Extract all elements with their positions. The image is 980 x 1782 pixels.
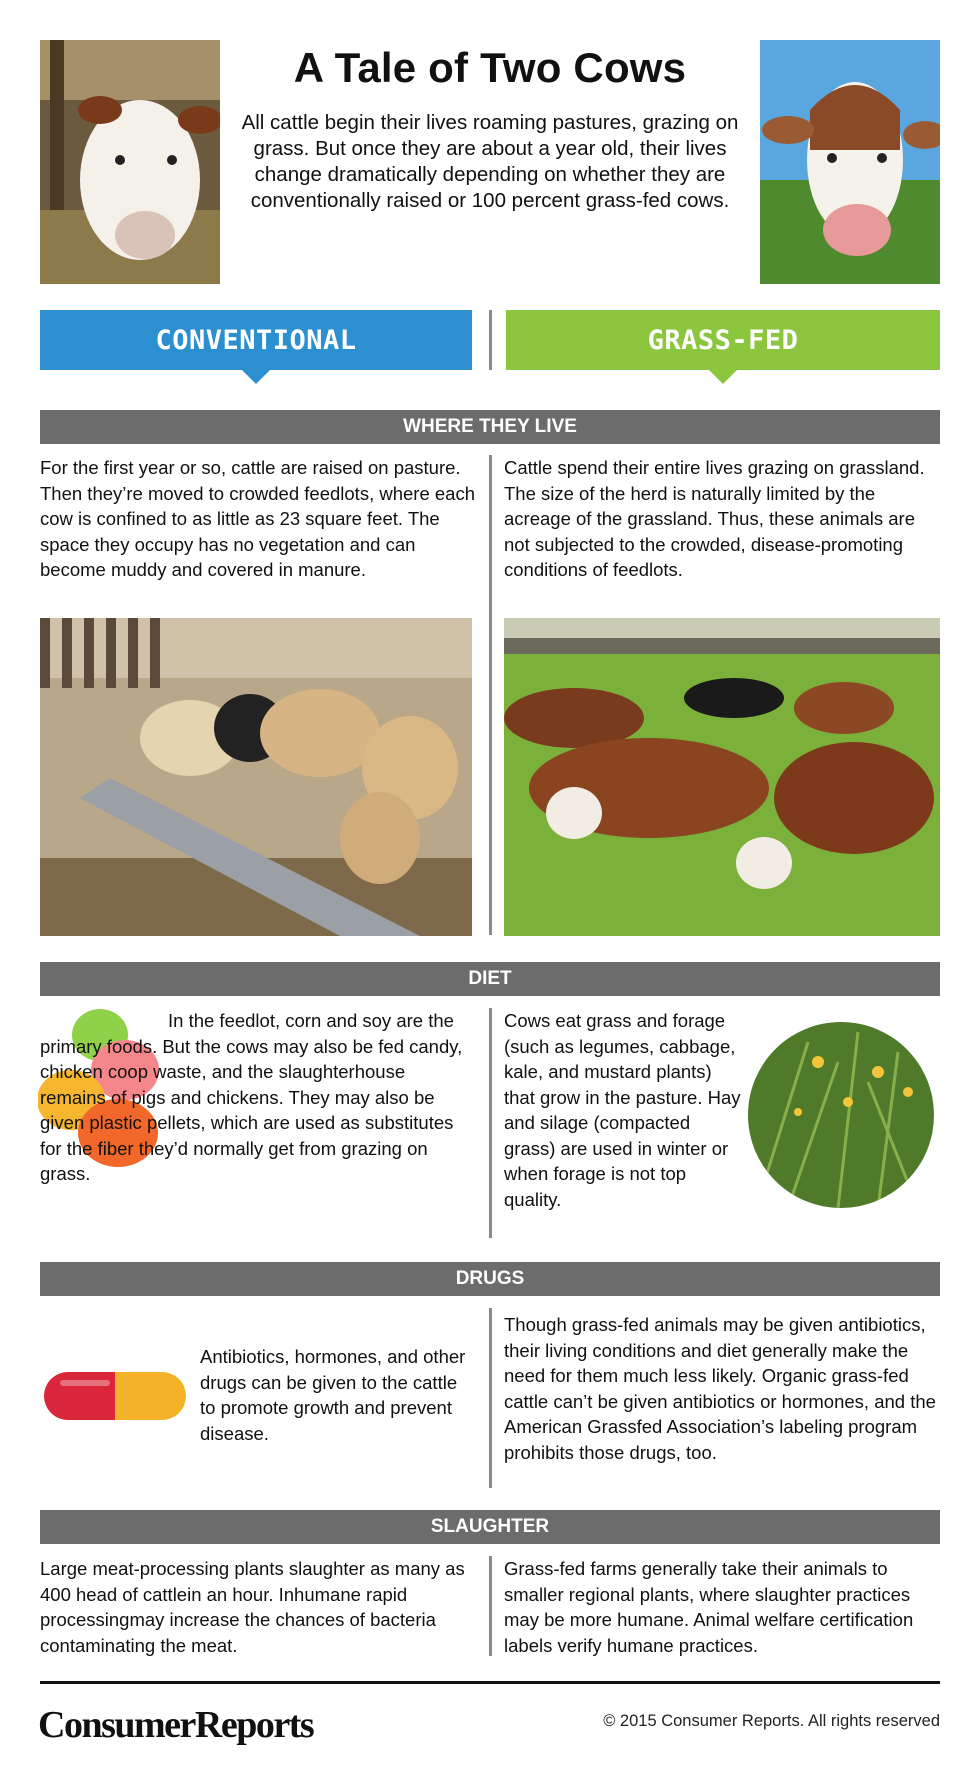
tab-conventional-label: CONVENTIONAL	[155, 324, 357, 356]
slaughter-conventional-text: Large meat-processing plants slaughter as many as 400 head of cattlein an hour. Inhumane rapid processingmay increase the chances of bacteria contaminating the meat.	[40, 1558, 465, 1656]
column-divider	[489, 1308, 492, 1488]
section-heading-slaughter: SLAUGHTER	[40, 1510, 940, 1544]
section-heading-where-they-live: WHERE THEY LIVE	[40, 410, 940, 444]
pasture-cow-photo	[760, 40, 940, 284]
section-heading-diet: DIET	[40, 962, 940, 996]
tab-grassfed-label: GRASS-FED	[647, 324, 799, 356]
live-conventional-text: For the first year or so, cattle are raised on pasture. Then they’re moved to crowded feedlots, where each cow is confined to as little as 23 square feet. The space they occupy has no vegetation and can become muddy and covered in manure.	[40, 457, 475, 580]
tab-conventional	[40, 310, 472, 370]
intro-text: All cattle begin their lives roaming pastures, grazing on grass. But once they are about a year old, their lives change dramatically depending on whether they are conventionally raised or 100 percent grass-fed cows.	[241, 111, 739, 212]
footer-divider	[40, 1681, 940, 1684]
live-grassfed-text: Cattle spend their entire lives grazing on grassland. The size of the herd is naturally limited by the acreage of the grassland. Thus, these animals are not subjected to the crowded, disease-promoting conditions of feedlots.	[504, 457, 925, 580]
column-divider	[489, 455, 492, 935]
drugs-conventional-text: Antibiotics, hormones, and other drugs can be given to the cattle to promote growth and prevent disease.	[200, 1346, 466, 1444]
slaughter-grassfed-text: Grass-fed farms generally take their animals to smaller regional plants, where slaughter practices may be more humane. Animal welfare certification labels verify humane practices.	[504, 1558, 914, 1656]
forage-plants-photo	[748, 1022, 934, 1208]
section-heading-drugs: DRUGS	[40, 1262, 940, 1296]
tab-conventional-pointer	[242, 370, 270, 384]
pill-capsule-icon	[40, 1368, 190, 1424]
drugs-grassfed-text: Though grass-fed animals may be given antibiotics, their living conditions and diet generally make the need for them much less likely. Organic grass-fed cattle can’t be given antibiotics or hormones, and the American Grassfed Association’s labeling program prohibits those drugs, too.	[504, 1314, 936, 1463]
tab-divider	[489, 310, 492, 370]
column-divider	[489, 1008, 492, 1238]
copyright-text: © 2015 Consumer Reports. All rights reserved	[603, 1712, 940, 1730]
feedlot-cow-photo	[40, 40, 220, 284]
diet-grassfed-text: Cows eat grass and forage (such as legumes, cabbage, kale, and mustard plants) that grow in the pasture. Hay and silage (compacted grass) are used in winter or when forage is not top quality.	[504, 1010, 741, 1210]
page-title: A Tale of Two Cows	[293, 44, 687, 91]
tab-grassfed	[506, 310, 940, 370]
grassland-herd-photo	[504, 618, 940, 936]
diet-conventional-text: In the feedlot, corn and soy are the primary foods. But the cows may also be fed candy, chicken coop waste, and the slaughterhouse remains of pigs and chickens. They may also be given plastic pellets, which are used as substitutes for the fiber they’d normally get from grazing on grass.	[40, 1010, 463, 1184]
consumer-reports-logo: ConsumerReports	[38, 1704, 314, 1746]
tab-grassfed-pointer	[709, 370, 737, 384]
column-divider	[489, 1556, 492, 1656]
feedlot-photo	[40, 618, 472, 936]
